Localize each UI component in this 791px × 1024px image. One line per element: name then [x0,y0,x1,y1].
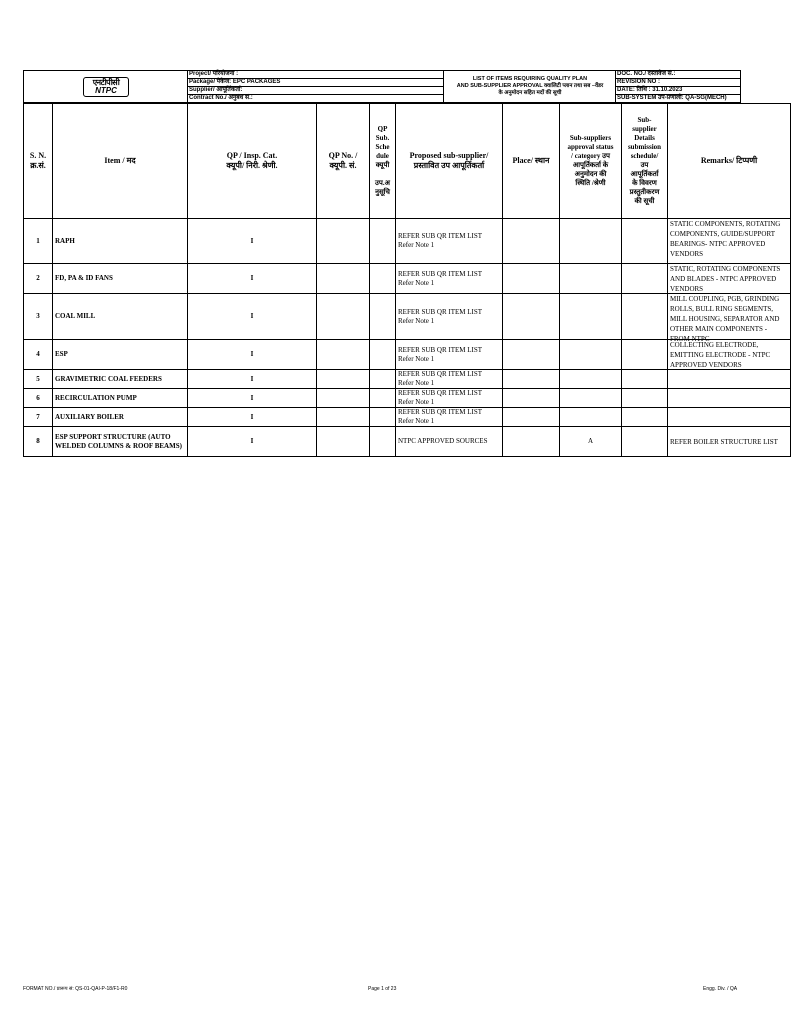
cell-sn: 6 [24,389,53,408]
cell-sn: 1 [24,219,53,264]
cell-details [622,219,668,264]
cell-place [503,408,560,427]
table-row [24,408,791,427]
proposed-line-1: NTPC APPROVED SOURCES [398,437,488,445]
proposed-line-1: REFER SUB QR ITEM LIST [398,370,483,378]
cell-category: I [188,427,317,457]
cell-category: I [188,340,317,370]
cell-qp-sub [370,427,396,457]
remark-text: COLLECTING ELECTRODE, EMITTING ELECTRODE - NTPC APPROVED VENDORS [670,341,771,369]
cell-qp-no [317,219,370,264]
cell-qp-sub [370,340,396,370]
logo-english-text: NTPC [95,85,117,95]
cell-qp-sub [370,389,396,408]
cell-details [622,427,668,457]
cell-qp-no [317,370,370,389]
cell-proposed [396,427,503,457]
cell-qp-sub [370,264,396,294]
subsystem-field: SUB-SYSTEM उप-प्रणाली: QA-SG(MECH) [616,95,741,103]
cell-category: I [188,408,317,427]
cell-place [503,294,560,340]
document-title [444,71,616,103]
cell-place [503,370,560,389]
cell-place [503,219,560,264]
cell-status [560,408,622,427]
remark-text: MILL COUPLING, PGB, GRINDING ROLLS, BULL RING SEGMENTS, MILL HOUSING, SEPARATOR AND OTHER MAIN COMPONENTS - FROM NTPC [670,295,780,343]
cell-category: I [188,219,317,264]
cell-details [622,389,668,408]
cell-remarks [668,264,791,294]
cell-category: I [188,370,317,389]
cell-place [503,427,560,457]
col-header-sn: S. N. क्र.सं. [24,104,53,219]
cell-item: FD, PA & ID FANS [53,264,188,294]
cell-status [560,294,622,340]
cell-sn: 2 [24,264,53,294]
cell-qp-sub [370,370,396,389]
cell-details [622,370,668,389]
proposed-line-2: Refer Note 1 [398,398,435,406]
cell-remarks [668,408,791,427]
cell-details [622,264,668,294]
title-line-3: के अनुमोदन सहित मदों की सूची [498,90,562,96]
proposed-line-2: Refer Note 1 [398,316,435,325]
title-line-1: LIST OF ITEMS REQUIRING QUALITY PLAN [472,76,588,82]
col-header-remarks: Remarks/ टिप्पणी [668,104,791,219]
footer-page-number: Page 1 of 23 [368,986,397,992]
cell-qp-no [317,264,370,294]
table-row [24,389,791,408]
col-header-details-schedule: Sub- supplier Details submission schedule/ उप आपूर्तिकर्ता के विवरण प्रस्तुतीकरण की सूची [622,104,668,219]
cell-item: RECIRCULATION PUMP [53,389,188,408]
package-field: Package/ पैकेज: EPC PACKAGES [188,79,444,87]
cell-qp-sub [370,408,396,427]
proposed-line-1: REFER SUB QR ITEM LIST [398,345,483,354]
col-header-qp-cat: QP / Insp. Cat. क्यूपी/ निरी. श्रेणी. [188,104,317,219]
cell-qp-no [317,389,370,408]
footer-department: Engg. Div. / QA [703,986,738,992]
cell-qp-no [317,408,370,427]
contract-field: Contract No./ अनुबंध सं.: [188,95,444,103]
cell-status [560,264,622,294]
document-header [23,70,741,103]
col-header-place: Place/ स्थान [503,104,560,219]
cell-remarks [668,219,791,264]
cell-item: ESP [53,340,188,370]
cell-category: I [188,389,317,408]
cell-proposed [396,370,503,389]
cell-item: AUXILIARY BOILER [53,408,188,427]
cell-remarks: REFER BOILER STRUCTURE LIST [668,427,791,457]
cell-place [503,264,560,294]
cell-item: COAL MILL [53,294,188,340]
footer-format-no: FORMAT NO./ प्रारूप सं: QS-01-QAI-P-18/F1-R0 [23,986,128,992]
revision-field: REVISION NO : [616,79,741,87]
proposed-line-2: Refer Note 1 [398,417,435,425]
cell-qp-no [317,427,370,457]
items-table [23,103,791,457]
cell-qp-no [317,340,370,370]
cell-remarks [668,389,791,408]
col-header-qp-no: QP No. / क्यूपी. सं. [317,104,370,219]
document-sheet [23,70,781,457]
cell-qp-no [317,294,370,340]
cell-sn: 5 [24,370,53,389]
cell-category: I [188,294,317,340]
table-row [24,427,791,457]
col-header-proposed-sub-supplier: Proposed sub-supplier/ प्रस्तावित उप आपूर्तिकर्ता [396,104,503,219]
cell-proposed [396,294,503,340]
cell-status [560,389,622,408]
proposed-line-1: REFER SUB QR ITEM LIST [398,408,483,416]
cell-item: GRAVIMETRIC COAL FEEDERS [53,370,188,389]
col-header-qp-sub-schedule: QP Sub. Sche dule क्यूपी उप.अ नुसूचि [370,104,396,219]
supplier-field: Supplier/ आपूर्तिकर्ता: [188,87,444,95]
ntpc-logo [24,71,188,103]
proposed-line-1: REFER SUB QR ITEM LIST [398,389,483,397]
proposed-line-2: Refer Note 1 [398,241,435,249]
cell-status [560,340,622,370]
proposed-line-1: REFER SUB QR ITEM LIST [398,307,483,316]
proposed-line-1: REFER SUB QR ITEM LIST [398,232,483,240]
table-row [24,294,791,340]
cell-proposed [396,340,503,370]
table-header-row [24,104,791,219]
cell-details [622,408,668,427]
proposed-line-1: REFER SUB QR ITEM LIST [398,269,483,278]
date-field: DATE: तिथि : 31.10.2023 [616,87,741,95]
table-row [24,264,791,294]
cell-sn: 4 [24,340,53,370]
project-field: Project/ परियोजना : [188,71,444,79]
cell-remarks [668,370,791,389]
doc-no-field: DOC. NO./ दस्तावेज सं.: [616,71,741,79]
table-row [24,219,791,264]
cell-item: RAPH [53,219,188,264]
title-line-2: AND SUB-SUPPLIER APPROVAL क्वालिटी प्लान तथा सब –वेंडर [456,83,604,89]
cell-category: I [188,264,317,294]
cell-qp-sub [370,294,396,340]
cell-sn: 8 [24,427,53,457]
cell-item: ESP SUPPORT STRUCTURE (AUTO WELDED COLUMNS & ROOF BEAMS) [53,427,188,457]
remark-text: STATIC COMPONENTS, ROTATING COMPONENTS, GUIDE/SUPPORT BEARINGS- NTPC APPROVED VENDORS [670,220,781,258]
cell-place [503,340,560,370]
remark-text: STATIC, ROTATING COMPONENTS AND BLADES - NTPC APPROVED VENDORS [670,265,781,293]
proposed-line-2: Refer Note 1 [398,379,435,387]
cell-remarks [668,294,791,343]
cell-remarks [668,340,791,370]
cell-place [503,389,560,408]
proposed-line-2: Refer Note 1 [398,278,435,287]
cell-proposed [396,389,503,408]
table-row [24,340,791,370]
cell-status [560,370,622,389]
cell-qp-sub [370,219,396,264]
logo-hindi-text: एनटीपीसी [92,77,120,87]
cell-status: A [560,427,622,457]
col-header-approval-status: Sub-suppliers approval status / category उप आपूर्तिकर्ता के अनुमोदन की स्थिति /श्रेणी [560,104,622,219]
cell-status [560,219,622,264]
cell-details [622,294,668,340]
cell-proposed [396,219,503,264]
table-row [24,370,791,389]
cell-sn: 7 [24,408,53,427]
proposed-line-2: Refer Note 1 [398,354,435,363]
cell-proposed [396,408,503,427]
cell-sn: 3 [24,294,53,340]
cell-details [622,340,668,370]
cell-proposed [396,264,503,294]
col-header-item: Item / मद [53,104,188,219]
